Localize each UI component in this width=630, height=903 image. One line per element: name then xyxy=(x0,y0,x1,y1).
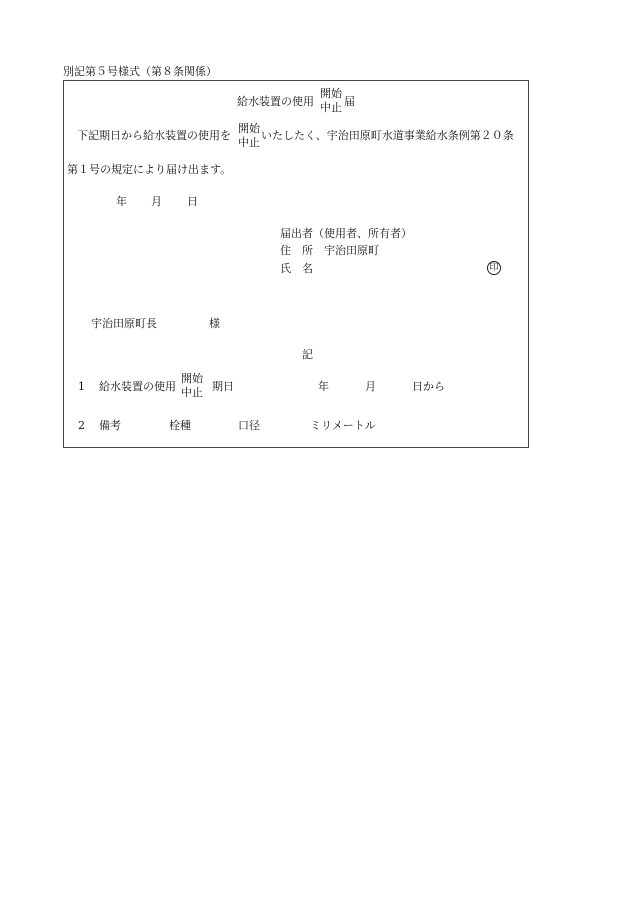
body-line1-suffix: いたしたく、宇治田原町水道事業給水条例第２０条 xyxy=(261,129,514,142)
item1-month: 月 xyxy=(365,380,376,393)
date-day: 日 xyxy=(187,195,198,208)
item2-unit: ミリメートル xyxy=(310,419,376,432)
body-option-stop: 中止 xyxy=(238,136,260,149)
item1-day-from: 日から xyxy=(412,380,445,393)
title-option-stack xyxy=(320,88,342,113)
item1-option-start: 開始 xyxy=(181,372,203,385)
addressee-honorific: 様 xyxy=(209,317,220,330)
item2-number: 2 xyxy=(78,419,85,432)
item1-option-stop: 中止 xyxy=(181,386,203,399)
form-title-suffix: 届 xyxy=(344,95,355,108)
body-line2: 第１号の規定により届け出ます。 xyxy=(67,163,232,176)
title-option-start: 開始 xyxy=(320,87,342,100)
item2-meter-type: 栓種 xyxy=(169,419,191,432)
seal-label: 印 xyxy=(489,262,499,273)
item2-label: 備考 xyxy=(99,419,121,432)
body-option-stack xyxy=(238,123,260,148)
date-year: 年 xyxy=(116,195,127,208)
item1-year: 年 xyxy=(318,380,329,393)
seal-mark xyxy=(487,261,501,275)
item1-option-stack xyxy=(181,373,203,398)
body-option-start: 開始 xyxy=(238,122,260,135)
item1-date-label: 期日 xyxy=(212,380,234,393)
form-header-note: 別記第５号様式（第８条関係） xyxy=(63,65,217,78)
form-title-prefix: 給水装置の使用 xyxy=(237,95,314,108)
item1-label: 給水装置の使用 xyxy=(99,380,176,393)
title-option-stop: 中止 xyxy=(320,101,342,114)
item2-bore: 口径 xyxy=(238,419,260,432)
applicant-label: 届出者（使用者、所有者） xyxy=(280,227,412,240)
ki-heading: 記 xyxy=(302,348,313,361)
name-label: 氏 名 xyxy=(280,262,313,275)
address-value: 宇治田原町 xyxy=(324,244,379,257)
addressee-name: 宇治田原町長 xyxy=(91,317,157,330)
address-label: 住 所 xyxy=(280,244,313,257)
date-month: 月 xyxy=(151,195,162,208)
body-line1-prefix: 下記期日から給水装置の使用を xyxy=(77,129,231,142)
item1-number: 1 xyxy=(78,380,85,393)
